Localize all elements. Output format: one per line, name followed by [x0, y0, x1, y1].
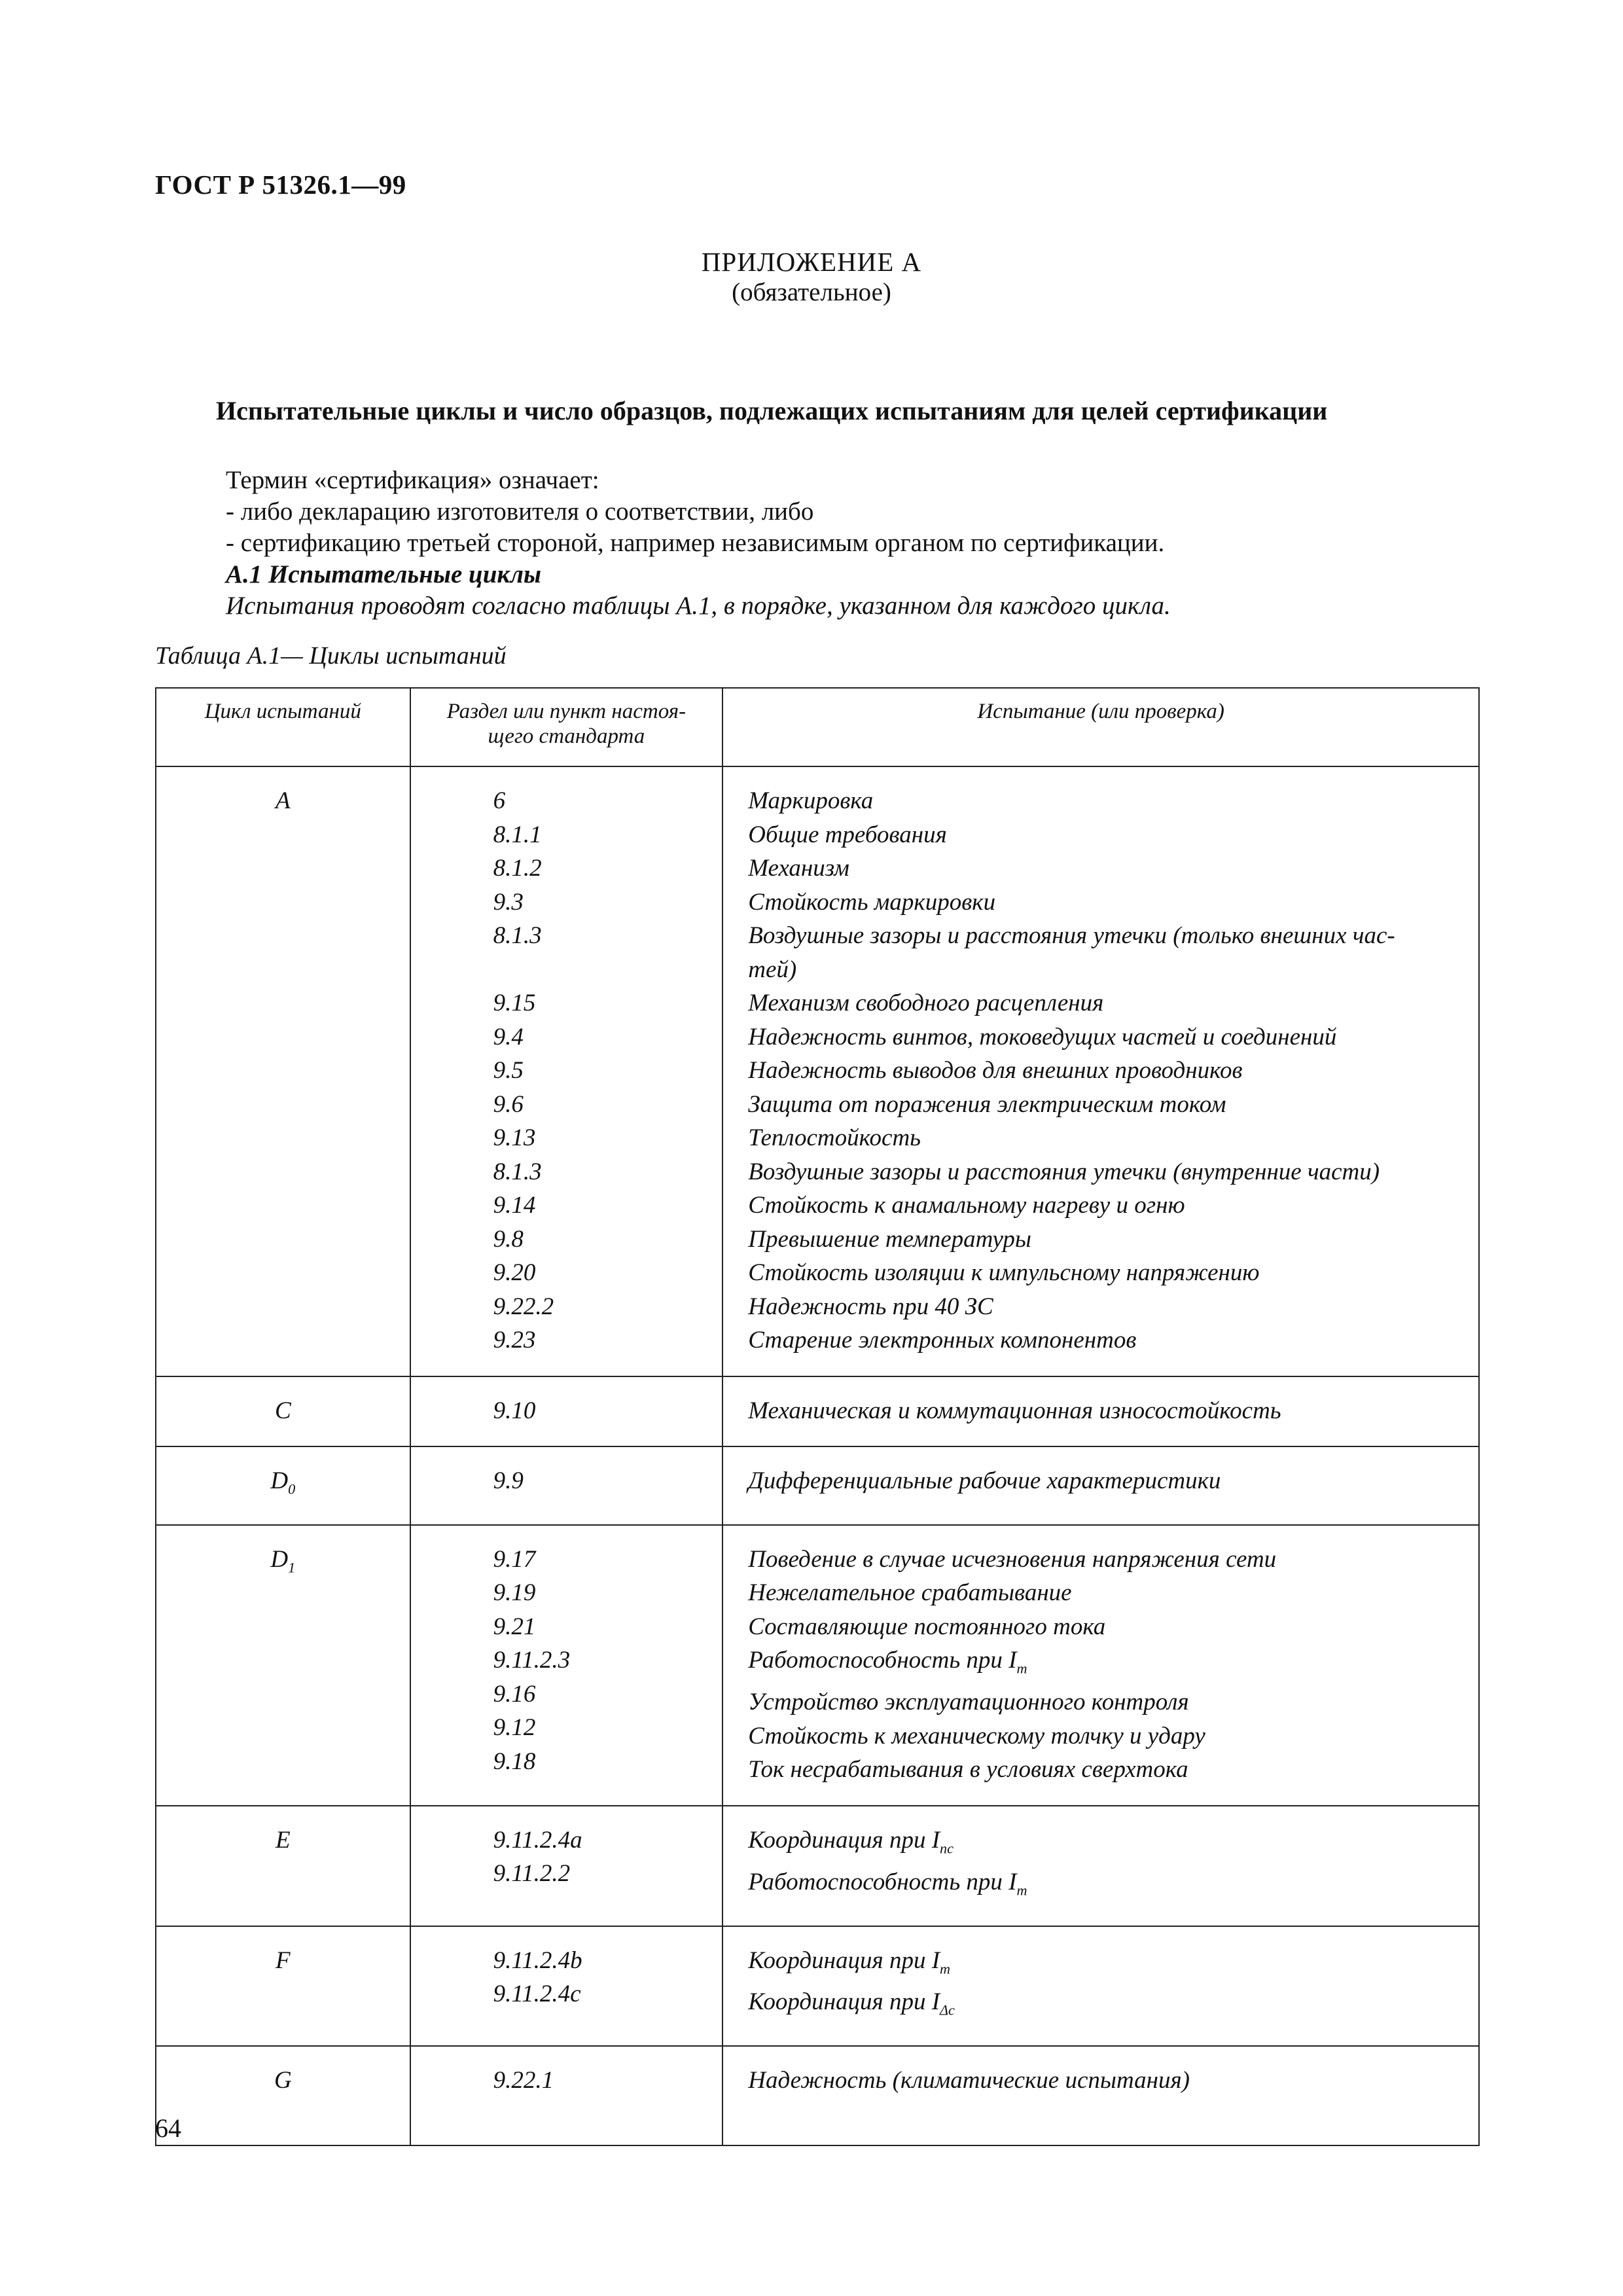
page-number: 64 [155, 2113, 181, 2143]
test-name [748, 886, 1460, 920]
test-name-text: Стойкость к анамальному нагреву и огню [748, 1192, 1185, 1219]
test-name [748, 1823, 1460, 1865]
section-number: 9.6 [493, 1090, 524, 1118]
test-name-text: Работоспособность при I [748, 1647, 1017, 1674]
section-number: 8.1.3 [493, 922, 542, 949]
section-cell [410, 2046, 723, 2145]
test-name [748, 1719, 1460, 1753]
test-name [748, 919, 1460, 953]
section-number: 9.5 [493, 1057, 524, 1084]
cycle-cell [156, 1446, 410, 1525]
test-name [748, 1256, 1460, 1290]
section-number: 9.20 [493, 1259, 536, 1286]
test-name [748, 1543, 1460, 1577]
test-name [748, 784, 1460, 818]
cycle-cell [156, 1806, 410, 1926]
section-number: 9.3 [493, 888, 524, 916]
section-number: 9.13 [493, 1124, 536, 1151]
test-name [748, 1464, 1460, 1498]
annex-title: ПРИЛОЖЕНИЕ А [701, 247, 922, 277]
test-name-text: Стойкость изоляции к импульсному напряжению [748, 1259, 1260, 1286]
test-name-text: Нежелательное срабатывание [748, 1579, 1072, 1607]
test-cell [722, 2046, 1479, 2145]
section-number: 9.11.2.2 [493, 1860, 571, 1888]
test-name-text: Дифференциальные рабочие характеристики [748, 1467, 1221, 1494]
table-body [156, 766, 1479, 2145]
test-name-text: Стойкость к механическому толчку и удару [748, 1722, 1205, 1749]
test-name [748, 2064, 1460, 2098]
test-name [748, 852, 1460, 886]
section-number: 9.18 [493, 1748, 536, 1775]
test-name-text: Составляющие постоянного тока [748, 1613, 1106, 1640]
test-name [748, 1323, 1460, 1357]
section-number: 8.1.1 [493, 821, 542, 848]
section-number: 9.21 [493, 1613, 536, 1640]
intro-text [226, 465, 1502, 622]
cycle-label: E [276, 1826, 291, 1854]
test-name [748, 1643, 1460, 1685]
cycle-label: C [274, 1397, 291, 1424]
test-cell [722, 1525, 1479, 1806]
test-name [748, 1088, 1460, 1122]
section-number: 9.12 [493, 1714, 536, 1742]
test-name [748, 1685, 1460, 1719]
cycle-cell [156, 1525, 410, 1806]
test-name-text: Надежность выводов для внешних проводников [748, 1057, 1243, 1084]
test-name [748, 1223, 1460, 1257]
test-cell [722, 766, 1479, 1376]
test-name [748, 818, 1460, 852]
cycle-subscript: 1 [288, 1559, 296, 1576]
test-name-text: Надежность (климатические испытания) [748, 2067, 1190, 2094]
section-number: 9.9 [493, 1467, 524, 1494]
test-name-text: Устройство эксплуатационного контроля [748, 1689, 1189, 1716]
section-number: 6 [493, 787, 506, 814]
test-name [748, 1290, 1460, 1324]
cycle-label: A [276, 787, 291, 814]
cycle-cell [156, 1376, 410, 1447]
section-number: 9.19 [493, 1579, 536, 1607]
cycle-label: G [274, 2067, 292, 2094]
cycle-cell [156, 766, 410, 1376]
test-name-text: Надежность винтов, токоведущих частей и соединений [748, 1023, 1337, 1050]
test-name-subscript: nc [940, 1840, 954, 1857]
test-name-continuation: тей) [748, 956, 797, 983]
cycle-subscript: 0 [288, 1480, 296, 1498]
cycle-cell [156, 1926, 410, 2047]
header-section-line: Раздел или пункт настоя- [446, 700, 687, 723]
test-name-text: Воздушные зазоры и расстояния утечки (только внешних час- [748, 922, 1395, 949]
section-number: 9.4 [493, 1023, 524, 1050]
test-cell [722, 1446, 1479, 1525]
section-number: 9.22.2 [493, 1293, 554, 1320]
test-name-subscript: m [1016, 1882, 1027, 1899]
test-name [748, 1394, 1460, 1428]
cycle-label: F [276, 1946, 291, 1974]
section-cell [410, 766, 723, 1376]
test-name-text: Координация при I [748, 1946, 940, 1974]
cycle-cell [156, 2046, 410, 2145]
header-section-line: щего стандарта [488, 725, 645, 748]
test-name [748, 1121, 1460, 1155]
section-number: 9.11.2.3 [493, 1647, 571, 1674]
table-header-row [156, 688, 1479, 766]
test-name-text: Ток несрабатывания в условиях сверхтока [748, 1756, 1188, 1784]
test-cell [722, 1926, 1479, 2047]
subsection-heading: А.1 Испытательные циклы [226, 560, 542, 588]
test-name-text: Общие требования [748, 821, 947, 848]
intro-note: Испытания проводят согласно таблицы А.1, в порядке, указанном для каждого цикла. [226, 592, 1171, 620]
annex-status: (обязательное) [732, 278, 891, 306]
cycle-label: D [270, 1545, 289, 1573]
table-row [156, 766, 1479, 1376]
test-name-text: Стойкость маркировки [748, 888, 996, 916]
section-number: 9.17 [493, 1545, 536, 1573]
test-name [748, 1576, 1460, 1610]
test-cell [722, 1806, 1479, 1926]
test-name-text: Защита от поражения электрическим током [748, 1090, 1226, 1118]
intro-line: - сертификацию третьей стороной, например независимым органом по сертификации. [226, 529, 1165, 557]
test-name-subscript: Δc [940, 2001, 955, 2018]
test-name [748, 1189, 1460, 1223]
section-cell [410, 1446, 723, 1525]
test-cycles-table [155, 687, 1480, 2146]
test-name-text: Поведение в случае исчезновения напряжения сети [748, 1545, 1277, 1573]
test-name-text: Механизм [748, 855, 849, 882]
section-number: 9.22.1 [493, 2067, 554, 2094]
test-name-text: Координация при I [748, 1988, 940, 2016]
section-number: 9.11.2.4b [493, 1946, 582, 1974]
section-cell [410, 1806, 723, 1926]
test-name-text: Маркировка [748, 787, 874, 814]
section-number: 9.8 [493, 1225, 524, 1253]
test-name [748, 1020, 1460, 1054]
intro-line: Термин «сертификация» означает: [226, 466, 599, 494]
test-name-text: Работоспособность при I [748, 1868, 1017, 1895]
section-number: 8.1.3 [493, 1158, 542, 1185]
section-number: 9.15 [493, 990, 536, 1016]
test-name-text: Надежность при 40 ЗС [748, 1293, 993, 1320]
section-cell [410, 1376, 723, 1447]
section-number: 9.11.2.4а [493, 1826, 582, 1854]
test-name [748, 986, 1460, 1020]
test-name [748, 1610, 1460, 1644]
test-name [748, 1753, 1460, 1787]
test-name-subscript: m [940, 1960, 951, 1977]
test-cell [722, 1376, 1479, 1447]
test-name [748, 1985, 1460, 2027]
section-number: 9.23 [493, 1327, 536, 1354]
test-name-text: Механизм свободного расцепления [748, 990, 1104, 1016]
table-row [156, 1376, 1479, 1447]
section-title: Испытательные циклы и число образцов, подлежащих испытаниям для целей сертификации [216, 396, 1328, 425]
document-code: ГОСТ Р 51326.1—99 [155, 170, 406, 200]
test-name-text: Воздушные зазоры и расстояния утечки (внутренние части) [748, 1158, 1380, 1185]
section-number: 9.14 [493, 1192, 536, 1219]
section-number: 9.16 [493, 1680, 536, 1708]
header-test: Испытание (или проверка) [722, 688, 1479, 766]
section-number: 9.11.2.4c [493, 1981, 581, 2008]
cycle-label: D [270, 1467, 289, 1494]
table-row [156, 1926, 1479, 2047]
section-cell [410, 1525, 723, 1806]
test-name-text: Механическая и коммутационная износостойкость [748, 1397, 1281, 1424]
test-name-text: Превышение температуры [748, 1225, 1031, 1253]
table-caption: Таблица А.1— Циклы испытаний [155, 642, 507, 670]
section-cell [410, 1926, 723, 2047]
header-cycle: Цикл испытаний [156, 688, 410, 766]
section-number: 9.10 [493, 1397, 536, 1424]
test-name-text: Координация при I [748, 1826, 940, 1854]
intro-line: - либо декларацию изготовителя о соответствии, либо [226, 497, 814, 526]
test-name-text: Теплостойкость [748, 1124, 921, 1151]
test-name [748, 1865, 1460, 1907]
test-name-subscript: m [1016, 1660, 1027, 1677]
test-name [748, 1155, 1460, 1189]
test-name [748, 1944, 1460, 1986]
header-section [410, 688, 723, 766]
section-number: 8.1.2 [493, 855, 542, 882]
table-row [156, 1806, 1479, 1926]
table-row [156, 1525, 1479, 1806]
table-row [156, 2046, 1479, 2145]
test-name-text: Старение электронных компонентов [748, 1327, 1137, 1354]
test-name [748, 1054, 1460, 1088]
table-row [156, 1446, 1479, 1525]
